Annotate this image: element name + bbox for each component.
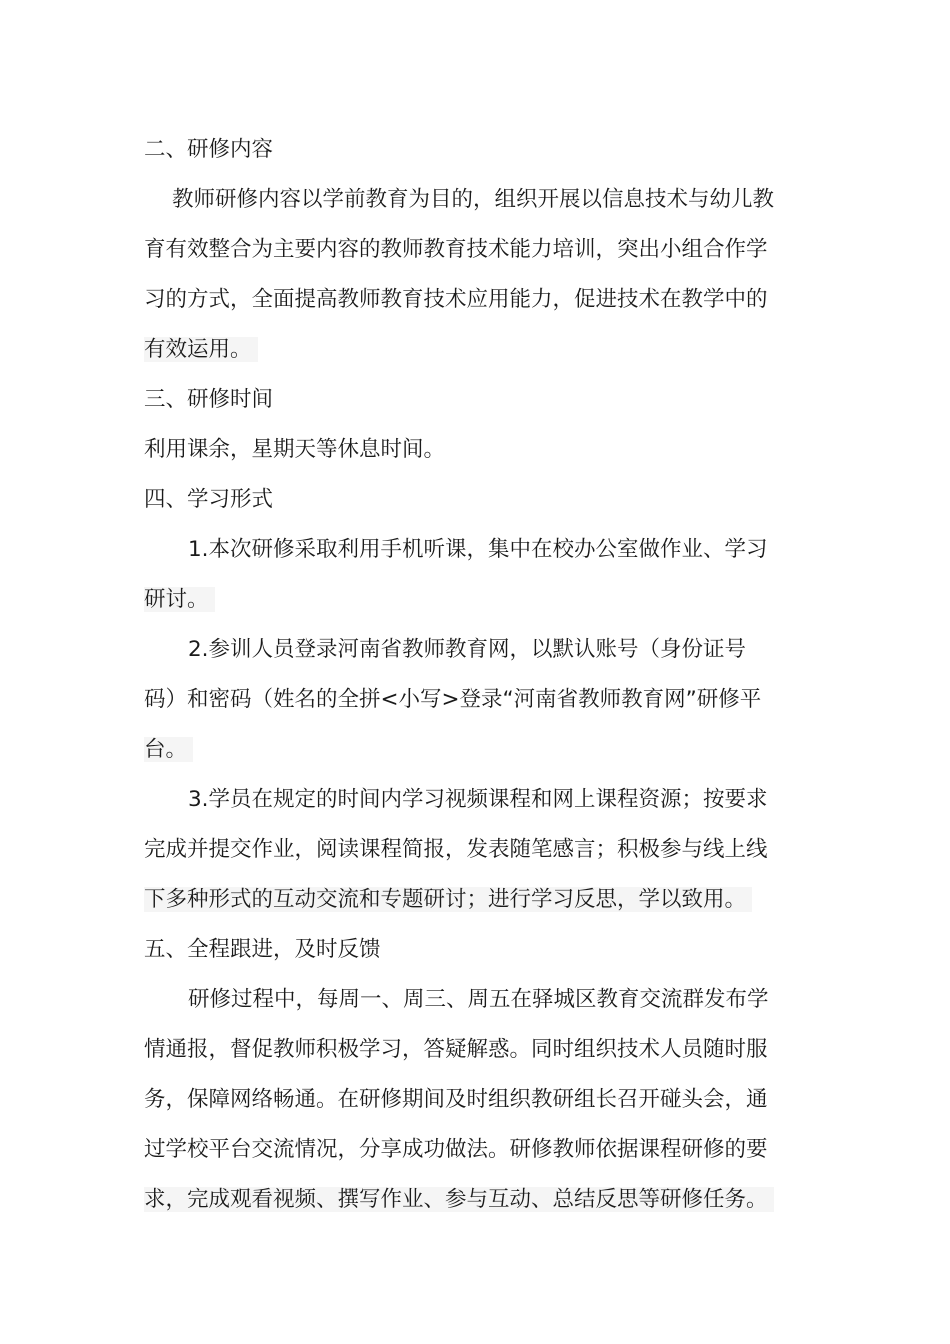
- paragraph-line: 2.参训人员登录河南省教师教育网，以默认账号（身份证号: [188, 637, 747, 662]
- paragraph-line: 台。: [144, 725, 808, 775]
- paragraph-line: 情通报，督促教师积极学习，答疑解惑。同时组织技术人员随时服: [144, 1037, 768, 1062]
- paragraph-line: 利用课余，星期天等休息时间。: [144, 437, 446, 462]
- paragraph-line: 过学校平台交流情况，分享成功做法。研修教师依据课程研修的要: [144, 1137, 768, 1162]
- section-heading-content: 二、研修内容: [144, 137, 274, 162]
- paragraph-line: 育有效整合为主要内容的教师教育技术能力培训，突出小组合作学: [144, 237, 768, 262]
- paragraph-line: 习的方式，全面提高教师教育技术应用能力，促进技术在教学中的: [144, 287, 768, 312]
- paragraph-line: 3.学员在规定的时间内学习视频课程和网上课程资源；按要求: [188, 787, 768, 812]
- paragraph-line: 务，保障网络畅通。在研修期间及时组织教研组长召开碰头会，通: [144, 1087, 768, 1112]
- paragraph-line: 研讨。: [144, 575, 808, 625]
- paragraph-line: 研修过程中，每周一、周三、周五在驿城区教育交流群发布学: [188, 987, 769, 1012]
- document-body: [144, 125, 808, 1225]
- paragraph-line: 下多种形式的互动交流和专题研讨；进行学习反思，学以致用。: [144, 875, 808, 925]
- paragraph-line: 求，完成观看视频、撰写作业、参与互动、总结反思等研修任务。: [144, 1175, 808, 1225]
- section-heading-time: 三、研修时间: [144, 387, 274, 412]
- paragraph-line: 完成并提交作业，阅读课程简报，发表随笔感言；积极参与线上线: [144, 837, 768, 862]
- paragraph-line: 有效运用。: [144, 325, 808, 375]
- paragraph-line: 1.本次研修采取利用手机听课，集中在校办公室做作业、学习: [188, 537, 768, 562]
- section-heading-followup: 五、全程跟进，及时反馈: [144, 937, 381, 962]
- paragraph-line: 教师研修内容以学前教育为目的，组织开展以信息技术与幼儿教: [172, 187, 775, 212]
- section-heading-format: 四、学习形式: [144, 487, 274, 512]
- paragraph-line: 码）和密码（姓名的全拼<小写>登录“河南省教师教育网”研修平: [144, 687, 762, 712]
